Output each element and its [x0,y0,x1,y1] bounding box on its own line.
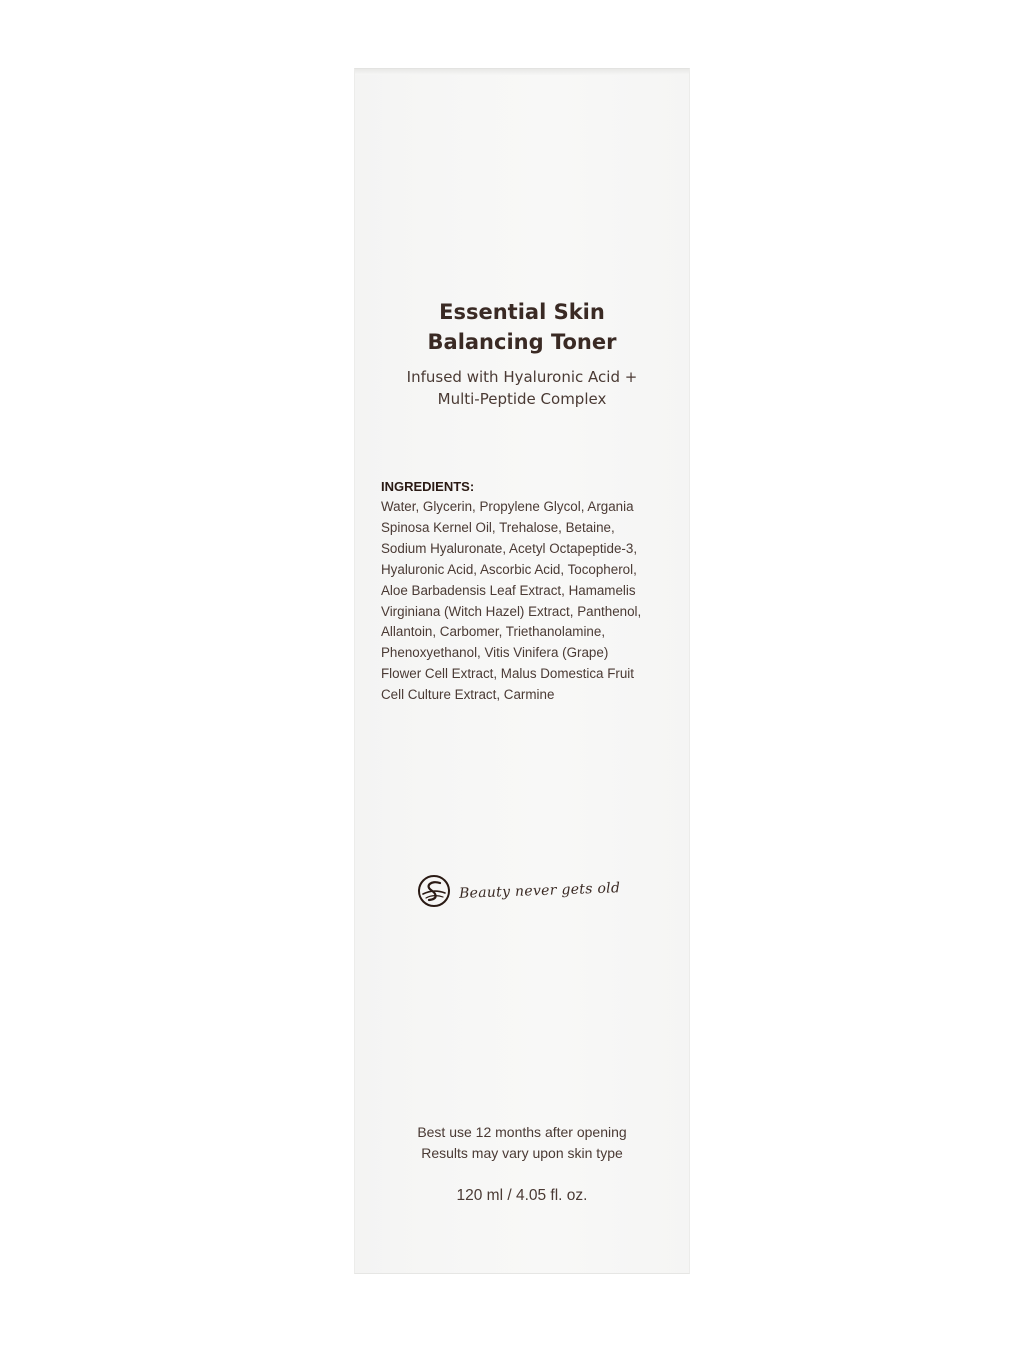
ingredients-line: Flower Cell Extract, Malus Domestica Fruit [381,666,634,682]
ingredients-line: Hyaluronic Acid, Ascorbic Acid, Tocopherol, [381,561,637,577]
ingredients-line: Spinosa Kernel Oil, Trehalose, Betaine, [381,519,615,535]
brand-signature [417,871,620,911]
brand-tagline: Beauty never gets old [458,880,621,902]
product-volume: 120 ml / 4.05 fl. oz. [456,1187,588,1204]
ingredients-line: Sodium Hyaluronate, Acetyl Octapeptide-3, [381,540,638,556]
ingredients-line: Water, Glycerin, Propylene Glycol, Argania [381,499,634,514]
product-subtitle-line-1: Infused with Hyaluronic Acid + [406,368,638,386]
ingredients-line: Aloe Barbadensis Leaf Extract, Hamamelis [381,582,636,598]
usage-note-line: Results may vary upon skin type [421,1145,623,1161]
brand-logo-icon [417,874,451,908]
box-top-flap [355,69,689,75]
ingredients-heading: INGREDIENTS: [381,479,475,494]
ingredients-line: Virginiana (Witch Hazel) Extract, Panthenol, [381,603,642,619]
ingredients-line: Phenoxyethanol, Vitis Vinifera (Grape) [381,645,609,661]
toner-box [354,68,690,1274]
product-subtitle-line-2: Multi-Peptide Complex [437,390,607,408]
product-title [355,297,689,357]
ingredients-line: Allantoin, Carbomer, Triethanolamine, [381,624,606,640]
product-subtitle [355,366,689,410]
product-title-line-1: Essential Skin [439,300,605,324]
ingredients-line: Cell Culture Extract, Carmine [381,687,555,703]
ingredients-block [381,477,671,706]
usage-notes [355,1122,689,1164]
usage-note-line: Best use 12 months after opening [417,1124,627,1140]
product-title-line-2: Balancing Toner [427,330,617,354]
